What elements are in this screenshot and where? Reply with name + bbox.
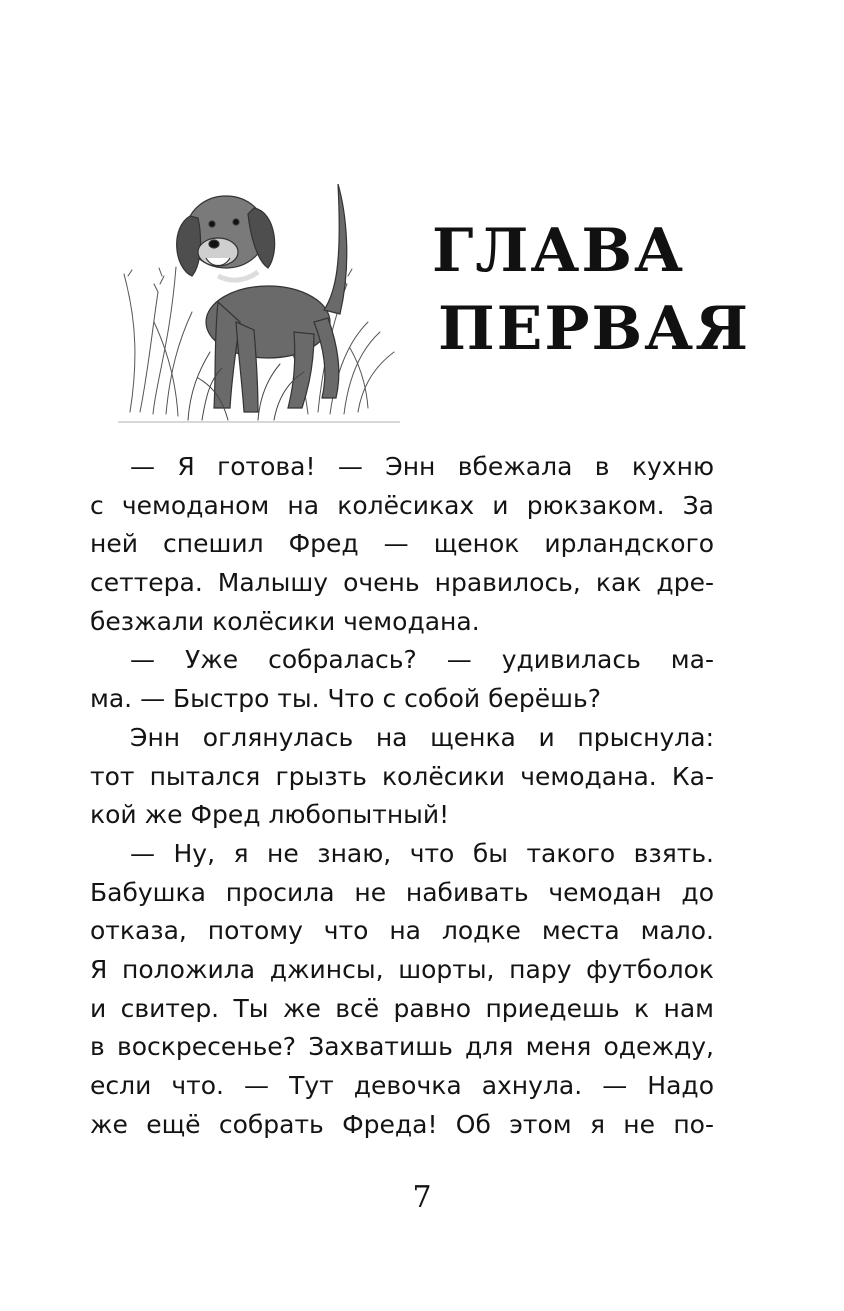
text-line: сеттера. Малышу очень нравилось, как дре- xyxy=(90,568,714,598)
text-line: тот пытался грызть колёсики чемодана. Ка- xyxy=(90,761,714,791)
puppy-illustration xyxy=(118,172,400,424)
text-line: Энн оглянулась на щенка и прыснула: xyxy=(130,722,714,752)
puppy-in-grass-icon xyxy=(118,172,400,424)
text-line: — Я готова! — Энн вбежала в кухню xyxy=(130,452,714,481)
chapter-body-text xyxy=(90,448,714,1144)
text-line: — Уже собралась? — удивилась ма- xyxy=(130,645,714,675)
text-line: кой же Фред любопытный! xyxy=(90,800,450,830)
text-line: отказа, потому что на лодке места мало. xyxy=(90,916,714,946)
chapter-title-line-2: ПЕРВАЯ xyxy=(438,294,750,364)
text-line: и свитер. Ты же всё равно приедешь к нам xyxy=(90,993,714,1023)
page-number: 7 xyxy=(412,1180,432,1215)
text-line: ней спешил Фред — щенок ирландского xyxy=(90,529,714,559)
text-line: Я положила джинсы, шорты, пару футболок xyxy=(90,954,714,984)
chapter-heading xyxy=(432,212,750,368)
text-line: же ещё собрать Фреда! Об этом я не по- xyxy=(90,1109,714,1139)
text-line: — Ну, я не знаю, что бы такого взять. xyxy=(130,838,714,868)
text-line: безжали колёсики чемодана. xyxy=(90,606,480,636)
chapter-title-line-1: ГЛАВА xyxy=(432,216,685,286)
text-line: Бабушка просила не набивать чемодан до xyxy=(90,877,714,907)
text-line: если что. — Тут девочка ахнула. — Надо xyxy=(90,1071,714,1100)
text-line: в воскресенье? Захватишь для меня одежду, xyxy=(90,1032,714,1062)
text-line: ма. — Быстро ты. Что с собой берёшь? xyxy=(90,684,602,714)
text-line: с чемоданом на колёсиках и рюкзаком. За xyxy=(90,490,714,520)
